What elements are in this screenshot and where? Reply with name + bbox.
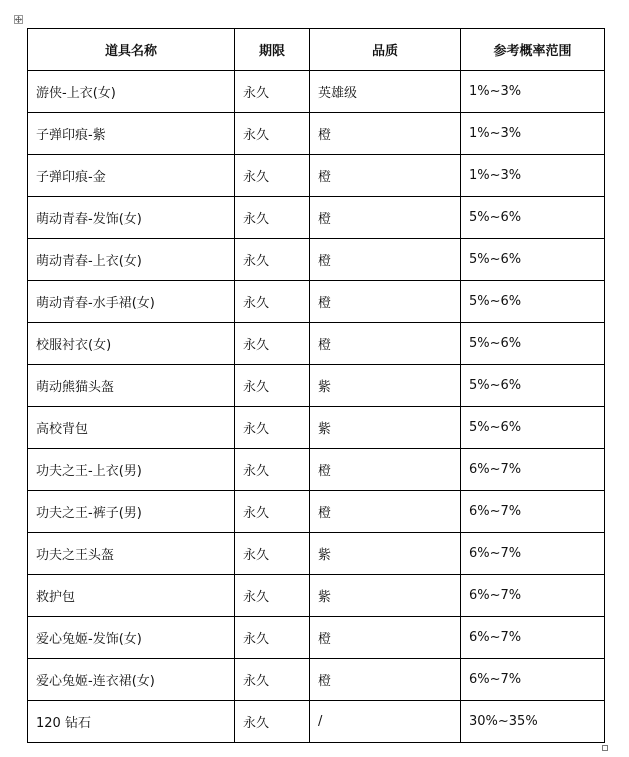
move-arrows-icon	[15, 16, 22, 23]
table-row	[28, 533, 605, 575]
cell-probability: 30%~35%	[461, 701, 605, 743]
cell-quality: 橙	[310, 617, 461, 659]
cell-quality: 紫	[310, 533, 461, 575]
table-move-handle-icon[interactable]	[14, 15, 23, 24]
cell-duration: 永久	[235, 365, 310, 407]
cell-duration: 永久	[235, 575, 310, 617]
cell-duration: 永久	[235, 449, 310, 491]
header-quality: 品质	[310, 29, 461, 71]
cell-probability: 6%~7%	[461, 491, 605, 533]
probability-table	[27, 28, 605, 743]
table-resize-handle-icon[interactable]	[602, 745, 608, 751]
cell-item-name: 120 钻石	[28, 701, 235, 743]
table-header-row	[28, 29, 605, 71]
cell-probability: 6%~7%	[461, 659, 605, 701]
cell-quality: 橙	[310, 239, 461, 281]
cell-duration: 永久	[235, 323, 310, 365]
cell-item-name: 萌动青春-水手裙(女)	[28, 281, 235, 323]
cell-duration: 永久	[235, 491, 310, 533]
table-row	[28, 155, 605, 197]
cell-probability: 5%~6%	[461, 197, 605, 239]
cell-duration: 永久	[235, 617, 310, 659]
header-item-name: 道具名称	[28, 29, 235, 71]
table-row	[28, 701, 605, 743]
cell-quality: 橙	[310, 323, 461, 365]
cell-probability: 5%~6%	[461, 323, 605, 365]
cell-probability: 6%~7%	[461, 575, 605, 617]
cell-duration: 永久	[235, 407, 310, 449]
cell-duration: 永久	[235, 659, 310, 701]
cell-item-name: 高校背包	[28, 407, 235, 449]
cell-probability: 1%~3%	[461, 155, 605, 197]
cell-quality: 橙	[310, 281, 461, 323]
cell-duration: 永久	[235, 113, 310, 155]
cell-duration: 永久	[235, 239, 310, 281]
cell-probability: 5%~6%	[461, 239, 605, 281]
cell-duration: 永久	[235, 701, 310, 743]
cell-probability: 6%~7%	[461, 449, 605, 491]
cell-quality: 橙	[310, 449, 461, 491]
table-row	[28, 323, 605, 365]
cell-item-name: 救护包	[28, 575, 235, 617]
cell-duration: 永久	[235, 281, 310, 323]
cell-quality: 橙	[310, 113, 461, 155]
cell-probability: 5%~6%	[461, 365, 605, 407]
cell-quality: 紫	[310, 365, 461, 407]
cell-quality: /	[310, 701, 461, 743]
cell-quality: 橙	[310, 155, 461, 197]
cell-item-name: 功夫之王-上衣(男)	[28, 449, 235, 491]
header-duration: 期限	[235, 29, 310, 71]
table-row	[28, 617, 605, 659]
header-probability: 参考概率范围	[461, 29, 605, 71]
table-row	[28, 449, 605, 491]
cell-item-name: 子弹印痕-金	[28, 155, 235, 197]
table-row	[28, 407, 605, 449]
cell-quality: 橙	[310, 197, 461, 239]
cell-quality: 紫	[310, 575, 461, 617]
cell-item-name: 游侠-上衣(女)	[28, 71, 235, 113]
table-row	[28, 71, 605, 113]
cell-item-name: 萌动青春-发饰(女)	[28, 197, 235, 239]
table-row	[28, 239, 605, 281]
cell-quality: 橙	[310, 491, 461, 533]
table-row	[28, 659, 605, 701]
cell-quality: 橙	[310, 659, 461, 701]
cell-item-name: 爱心兔姬-连衣裙(女)	[28, 659, 235, 701]
cell-item-name: 校服衬衣(女)	[28, 323, 235, 365]
cell-item-name: 功夫之王头盔	[28, 533, 235, 575]
cell-quality: 英雄级	[310, 71, 461, 113]
cell-duration: 永久	[235, 533, 310, 575]
cell-probability: 5%~6%	[461, 407, 605, 449]
cell-item-name: 萌动青春-上衣(女)	[28, 239, 235, 281]
cell-quality: 紫	[310, 407, 461, 449]
table-row	[28, 281, 605, 323]
cell-item-name: 萌动熊猫头盔	[28, 365, 235, 407]
cell-duration: 永久	[235, 197, 310, 239]
table-row	[28, 113, 605, 155]
table-row	[28, 491, 605, 533]
cell-item-name: 功夫之王-裤子(男)	[28, 491, 235, 533]
cell-probability: 6%~7%	[461, 617, 605, 659]
cell-probability: 1%~3%	[461, 71, 605, 113]
table-row	[28, 197, 605, 239]
table-row	[28, 365, 605, 407]
table-row	[28, 575, 605, 617]
cell-duration: 永久	[235, 71, 310, 113]
cell-item-name: 爱心兔姬-发饰(女)	[28, 617, 235, 659]
cell-item-name: 子弹印痕-紫	[28, 113, 235, 155]
cell-duration: 永久	[235, 155, 310, 197]
cell-probability: 6%~7%	[461, 533, 605, 575]
cell-probability: 1%~3%	[461, 113, 605, 155]
cell-probability: 5%~6%	[461, 281, 605, 323]
